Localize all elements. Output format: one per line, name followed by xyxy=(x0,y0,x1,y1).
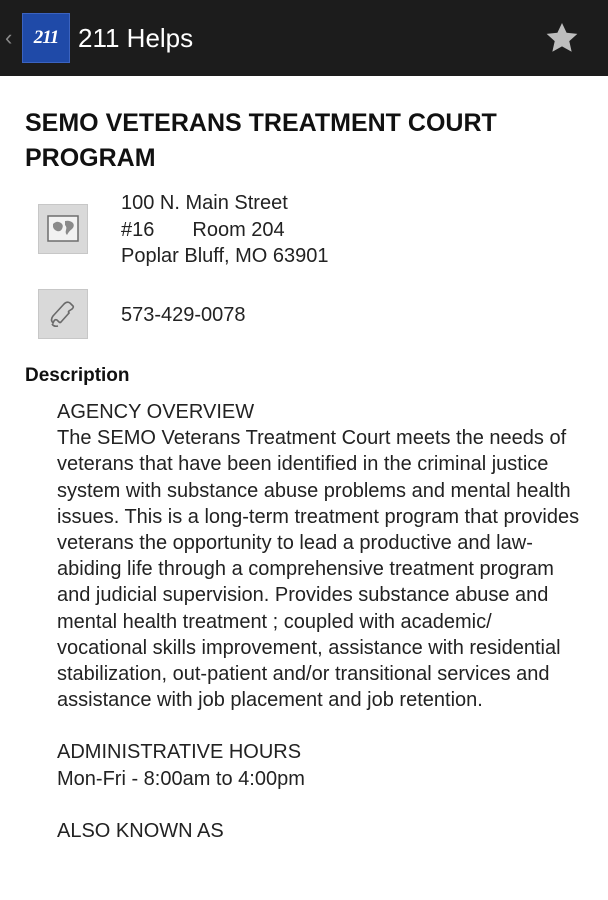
overview-text: The SEMO Veterans Treatment Court meets the needs of veterans that have been identified in the criminal justice system with substance abuse problems and mental health issues. This is a long-term treatment program that provides veterans the opportunity to lead a productive and law-abiding life through a comprehensive treatment program and judicial supervision. Provides substance abuse and mental health treatment ; coupled with academic/ vocational skills improvement, assistance with residential stabilization, out-patient and/or transitional services and assistance with job placement and job retention. xyxy=(57,427,580,712)
logo-text: 211 xyxy=(33,27,59,48)
address-line3: Poplar Bluff, MO 63901 xyxy=(121,245,329,267)
agency-name: SEMO VETERANS TREATMENT COURT PROGRAM xyxy=(25,109,497,172)
address-unit: #16 xyxy=(121,218,155,241)
address-line1: 100 N. Main Street xyxy=(121,192,288,214)
map-icon[interactable] xyxy=(38,204,88,254)
description-label: Description xyxy=(25,365,130,386)
action-bar xyxy=(0,0,608,76)
star-icon[interactable] xyxy=(543,19,581,57)
description-body xyxy=(57,399,587,844)
hours-text: Mon-Fri - 8:00am to 4:00pm xyxy=(57,767,305,790)
app-logo[interactable] xyxy=(22,13,70,63)
phone-number[interactable]: 573-429-0078 xyxy=(121,304,246,326)
overview-heading: AGENCY OVERVIEW xyxy=(57,401,255,423)
address-line2 xyxy=(121,217,329,244)
app-title[interactable]: 211 Helps xyxy=(78,23,194,53)
address[interactable] xyxy=(121,190,329,270)
up-navigation-icon[interactable]: ‹ xyxy=(5,25,13,50)
aka-heading: ALSO KNOWN AS xyxy=(57,819,224,842)
phone-icon[interactable] xyxy=(38,289,88,339)
hours-heading: ADMINISTRATIVE HOURS xyxy=(57,741,302,764)
address-room: Room 204 xyxy=(192,218,285,241)
